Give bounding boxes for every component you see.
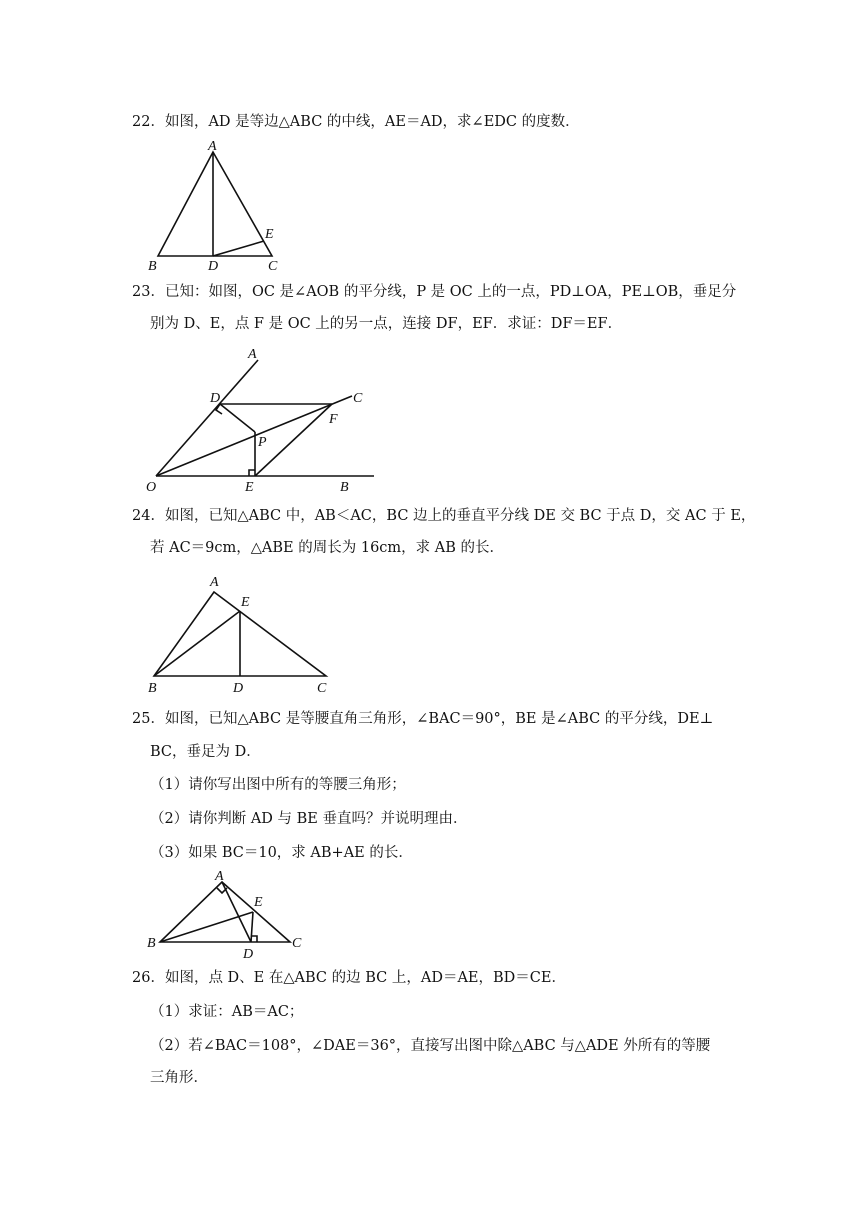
ray-oc xyxy=(156,396,352,476)
label-d: D xyxy=(208,259,219,274)
label-e: E xyxy=(265,227,274,242)
segment-dp xyxy=(220,404,255,432)
label-a: A xyxy=(248,347,257,362)
label-a: A xyxy=(208,139,217,154)
segment-be xyxy=(154,611,240,676)
ray-oa xyxy=(156,360,258,476)
label-a: A xyxy=(215,869,224,884)
problem-26-subq-1: （1）求证：AB＝AC； xyxy=(150,1004,304,1020)
label-e: E xyxy=(241,595,250,610)
problem-23-text-line1: 23．已知：如图，OC 是∠AOB 的平分线，P 是 OC 上的一点，PD⊥OA，PE⊥OB，垂足分 xyxy=(132,284,737,300)
problem-25-text-line1: 25．如图，已知△ABC 是等腰直角三角形，∠BAC＝90°，BE 是∠ABC 的平分线，DE⊥ xyxy=(132,711,714,727)
problem-23-text-line2: 别为 D、E，点 F 是 OC 上的另一点，连接 DF，EF．求证：DF＝EF． xyxy=(150,316,623,332)
problem-22-figure xyxy=(140,138,300,274)
label-b: B xyxy=(148,681,157,696)
label-e: E xyxy=(245,480,254,495)
problem-25-subq-1: （1）请你写出图中所有的等腰三角形； xyxy=(150,777,406,793)
segment-de xyxy=(251,912,253,942)
problem-24-figure xyxy=(140,568,340,698)
label-a: A xyxy=(210,575,219,590)
label-d: D xyxy=(210,391,221,406)
problem-25-subq-3: （3）如果 BC＝10，求 AB+AE 的长． xyxy=(150,845,413,861)
label-c: C xyxy=(292,936,302,951)
segment-ad xyxy=(222,882,251,942)
problem-25-subq-2: （2）请你判断 AD 与 BE 垂直吗？并说明理由． xyxy=(150,811,468,827)
label-d: D xyxy=(243,947,254,962)
right-angle-e xyxy=(249,470,255,476)
label-e: E xyxy=(254,895,263,910)
label-d: D xyxy=(233,681,244,696)
label-b: B xyxy=(147,936,156,951)
label-o: O xyxy=(146,480,157,495)
label-b: B xyxy=(340,480,349,495)
problem-25-text-line2: BC，垂足为 D． xyxy=(150,744,261,760)
problem-25-figure xyxy=(140,866,320,962)
problem-22-text: 22．如图，AD 是等边△ABC 的中线，AE＝AD，求∠EDC 的度数． xyxy=(132,114,580,130)
label-c: C xyxy=(353,391,363,406)
problem-24-text-line1: 24．如图，已知△ABC 中，AB＜AC，BC 边上的垂直平分线 DE 交 BC 于点 D，交 AC 于 E， xyxy=(132,508,756,524)
problem-24-text-line2: 若 AC＝9cm，△ABE 的周长为 16cm，求 AB 的长． xyxy=(150,540,505,556)
label-c: C xyxy=(317,681,327,696)
problem-26-subq-2: （2）若∠BAC＝108°，∠DAE＝36°，直接写出图中除△ABC 与△ADE 外所有的等腰 xyxy=(150,1038,711,1054)
problem-23-figure xyxy=(140,340,380,496)
segment-de xyxy=(213,241,264,256)
problem-26-text: 26．如图，点 D、E 在△ABC 的边 BC 上，AD＝AE，BD＝CE． xyxy=(132,970,566,986)
label-p: P xyxy=(258,435,267,450)
label-c: C xyxy=(268,259,278,274)
right-angle-a xyxy=(217,888,227,893)
label-b: B xyxy=(148,259,157,274)
problem-26-subq-2-cont: 三角形． xyxy=(150,1070,208,1086)
triangle-abc xyxy=(158,152,272,256)
label-f: F xyxy=(329,412,338,427)
